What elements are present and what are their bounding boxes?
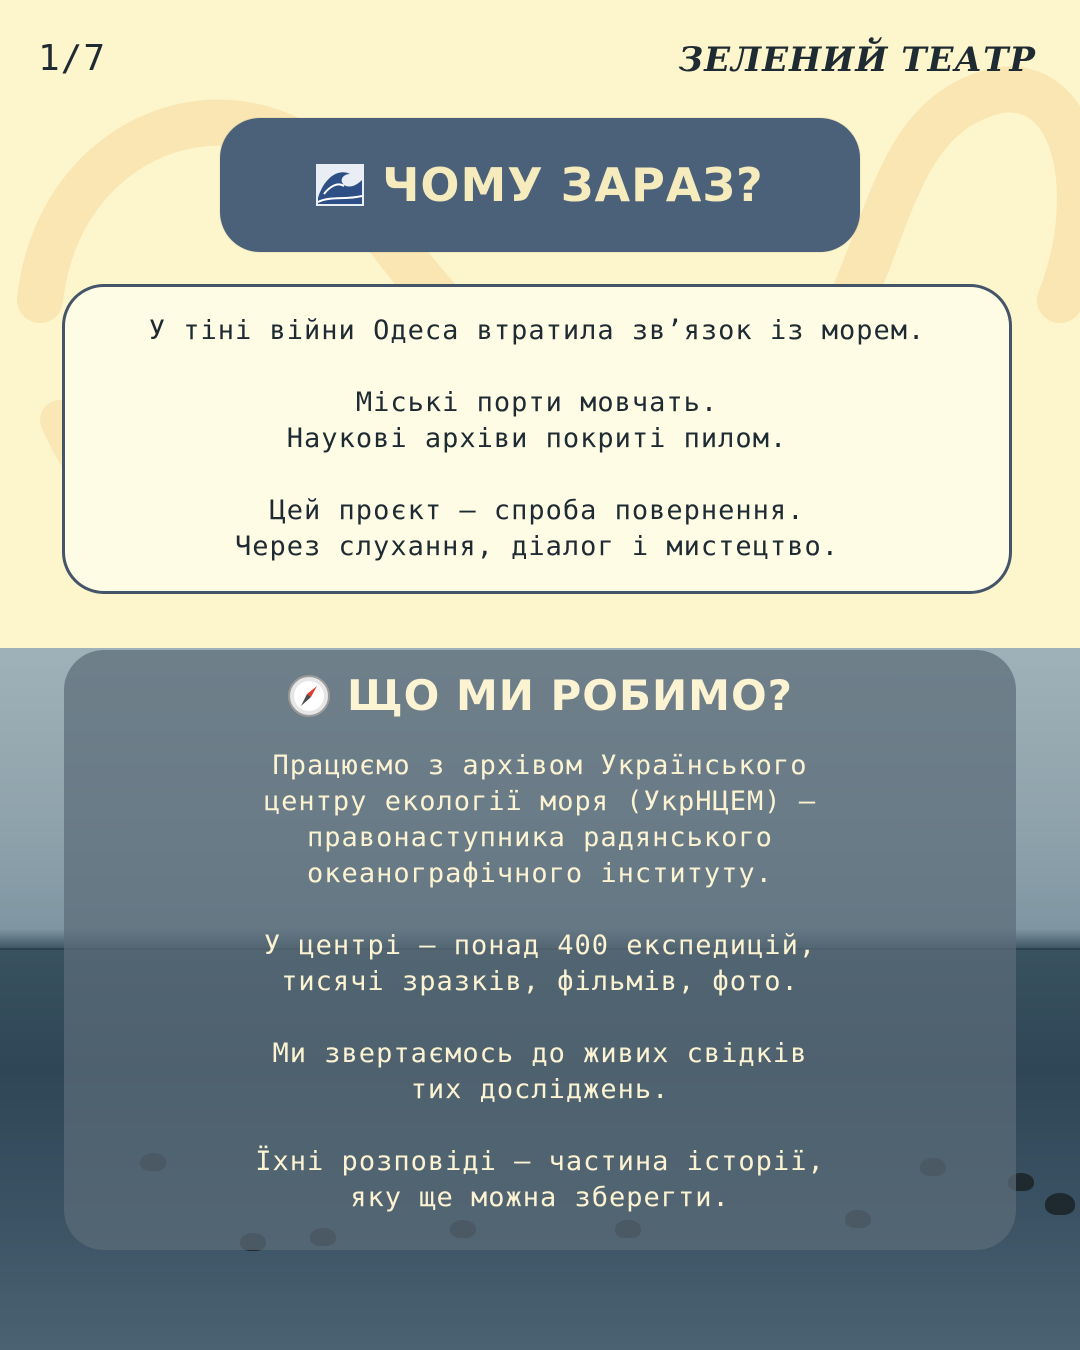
what-we-do-line: правонаступника радянського bbox=[307, 822, 773, 853]
why-now-line: Міські порти мовчать. bbox=[355, 387, 719, 418]
what-we-do-line: тих досліджень. bbox=[410, 1074, 670, 1105]
why-now-card bbox=[62, 284, 1012, 594]
what-we-do-line: Їхні розповіді — частина історії, bbox=[255, 1146, 825, 1177]
why-now-line: Наукові архіви покриті пилом. bbox=[286, 423, 788, 454]
what-we-do-line: тисячі зразків, фільмів, фото. bbox=[281, 966, 799, 997]
what-we-do-line: океанографічного інституту. bbox=[307, 858, 773, 889]
why-now-line: У тіні війни Одеса втратила зв’язок із морем. bbox=[148, 315, 926, 346]
compass-icon bbox=[287, 674, 331, 718]
what-we-do-line: яку ще можна зберегти. bbox=[350, 1182, 730, 1213]
why-now-line: Цей проєкт — спроба повернення. bbox=[269, 495, 805, 526]
what-we-do-heading bbox=[287, 671, 794, 720]
what-we-do-line: У центрі — понад 400 експедицій, bbox=[263, 930, 817, 961]
what-we-do-line: Працюємо з архівом Українського bbox=[272, 750, 808, 781]
what-we-do-line: Ми звертаємось до живих свідків bbox=[272, 1038, 808, 1069]
page-counter: 1/7 bbox=[38, 38, 107, 79]
why-now-title: ЧОМУ ЗАРАЗ? bbox=[382, 158, 764, 212]
buoy bbox=[1045, 1193, 1075, 1215]
wave-icon bbox=[316, 164, 364, 206]
what-we-do-title: ЩО МИ РОБИМО? bbox=[346, 671, 794, 720]
why-now-heading bbox=[220, 118, 860, 252]
why-now-line: Через слухання, діалог і мистецтво. bbox=[235, 531, 839, 562]
what-we-do-line: центру екології моря (УкрНЦЕМ) — bbox=[263, 786, 817, 817]
what-we-do-card bbox=[64, 650, 1016, 1250]
brand-logo: ЗЕЛЕНИЙ ТЕАТР bbox=[678, 40, 1036, 80]
